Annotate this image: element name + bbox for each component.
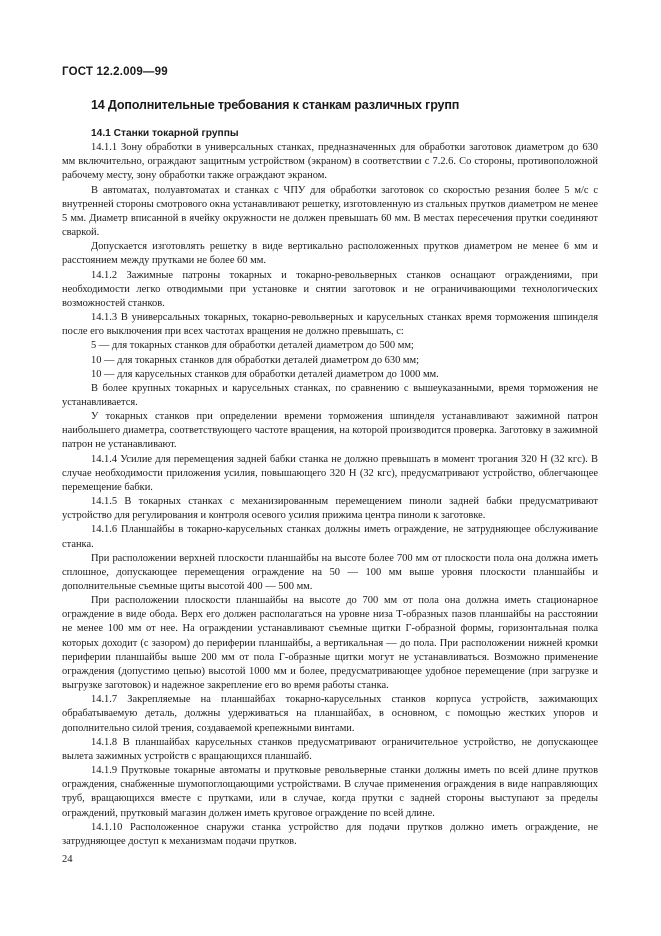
paragraph: В более крупных токарных и карусельных станках, по сравнению с вышеуказанными, время торможения не устанавливается. [62,382,598,408]
paragraph: 14.1.5 В токарных станках с механизированным перемещением пиноли задней бабки предусматривают устройство для регулирования и контроля осевого усилия прижима центра пиноли к заготовке. [62,496,598,522]
paragraph: 14.1.8 В планшайбах карусельных станков предусматривают ограничительное устройство, не допускающее вылета зажимных устройств с вращающихся планшайб. [62,736,598,762]
paragraph: В автоматах, полуавтоматах и станках с ЧПУ для обработки заготовок со скоростью резания более 5 м/с с внутренней стороны смотрового окна устанавливают решетку, изготовленную из стальных прутков диаметром не менее 5 мм. Диаметр вписанной в ячейку окружности не должен превышать 60 мм. В местах пересечения прутки соединяют сваркой. [62,184,598,239]
paragraph: 14.1.2 Зажимные патроны токарных и токарно-револьверных станков оснащают ограждениями, при необходимости легко отводимыми при установке и снятии заготовок и не ограничивающими технологических возможностей станков. [62,269,598,309]
document-body [62,127,598,849]
list-item: 10 — для карусельных станков для обработки деталей диаметром до 1000 мм. [91,368,439,380]
paragraph: 14.1.4 Усилие для перемещения задней бабки станка не должно превышать в момент трогания 320 Н (32 кгс). В случае необходимости приложения усилия, повышающего 320 Н (32 кгс), предусматривают устройство, облегчающее перемещение бабки. [62,453,598,493]
standard-header: ГОСТ 12.2.009—99 [62,66,168,78]
list-item: 5 — для токарных станков для обработки деталей диаметром до 500 мм; [91,340,414,352]
paragraph: Допускается изготовлять решетку в виде вертикально расположенных прутков диаметром не менее 6 мм и расстоянием между прутками не более 60 мм. [62,241,598,267]
subsection-title: 14.1 Станки токарной группы [91,128,239,139]
paragraph: 14.1.10 Расположенное снаружи станка устройство для подачи прутков должно иметь ограждение, не затрудняющее доступ к механизмам подачи прутков. [62,821,598,847]
paragraph: При расположении плоскости планшайбы на высоте до 700 мм от пола она должна иметь стационарное ограждение в виде обода. Верх его должен располагаться на уровне низа Т-образных пазов планшайбы на расстоянии не менее 100 мм от нее. На ограждении устанавливают съемные щитки Г-образной формы, горизонтальная полка которых доходит (с зазором) до периферии планшайбы, а вертикальная — до пола. При расположении нижней кромки периферии планшайбы выше 200 мм от пола Г-образные щитки могут не устанавливаться. Возможно применение ограждения (допустимо цепью) высотой 1000 мм и более, предусматривающее удобное перемещение (при загрузке и выгрузке заготовок) и надежное закрепление его во время работы станка. [62,595,598,692]
list-item: 10 — для токарных станков для обработки деталей диаметром до 630 мм; [91,354,420,366]
paragraph: 14.1.1 Зону обработки в универсальных станках, предназначенных для обработки заготовок диаметром до 630 мм включительно, ограждают защитным устройством (экраном) в соответствии с 7.2.6. Со стороны, противоположной рабочему месту, зону обработки также ограждают экраном. [62,142,598,182]
paragraph: 14.1.7 Закрепляемые на планшайбах токарно-карусельных станков корпуса устройств, зажимающих обрабатываемую деталь, должны удерживаться на планшайбах, в основном, с помощью жестких упоров и дополнительно силой трения, создаваемой крепежными винтами. [62,694,598,734]
paragraph: 14.1.3 В универсальных токарных, токарно-револьверных и карусельных станках время торможения шпинделя после его выключения при всех частотах вращения не должно превышать, с: [62,312,598,338]
section-title: 14 Дополнительные требования к станкам различных групп [91,98,460,112]
paragraph: 14.1.9 Прутковые токарные автоматы и прутковые револьверные станки должны иметь по всей длине прутков ограждения, снабженные шумопоглощающими устройствами. В случае применения ограждения в виде направляющих труб, вращающихся вместе с прутками, или в случае, когда прутки с задней стороны выступают за пределы ограждений, прутковый магазин должен иметь круговое ограждение по всей длине. [62,765,598,819]
page-number: 24 [62,854,73,865]
paragraph: 14.1.6 Планшайбы в токарно-карусельных станках должны иметь ограждение, не затрудняющее обслуживание станка. [62,524,598,550]
paragraph: У токарных станков при определении времени торможения шпинделя устанавливают зажимной патрон наибольшего диаметра, соответствующего частоте вращения, на которой производится проверка. Заготовку в зажимной патрон не устанавливают. [62,411,598,451]
paragraph: При расположении верхней плоскости планшайбы на высоте более 700 мм от плоскости пола она должна иметь сплошное, допускающее перемещения ограждение на 50 — 100 мм выше уровня плоскости планшайбы и дополнительные съемные щиты высотой 400 — 500 мм. [62,552,598,592]
